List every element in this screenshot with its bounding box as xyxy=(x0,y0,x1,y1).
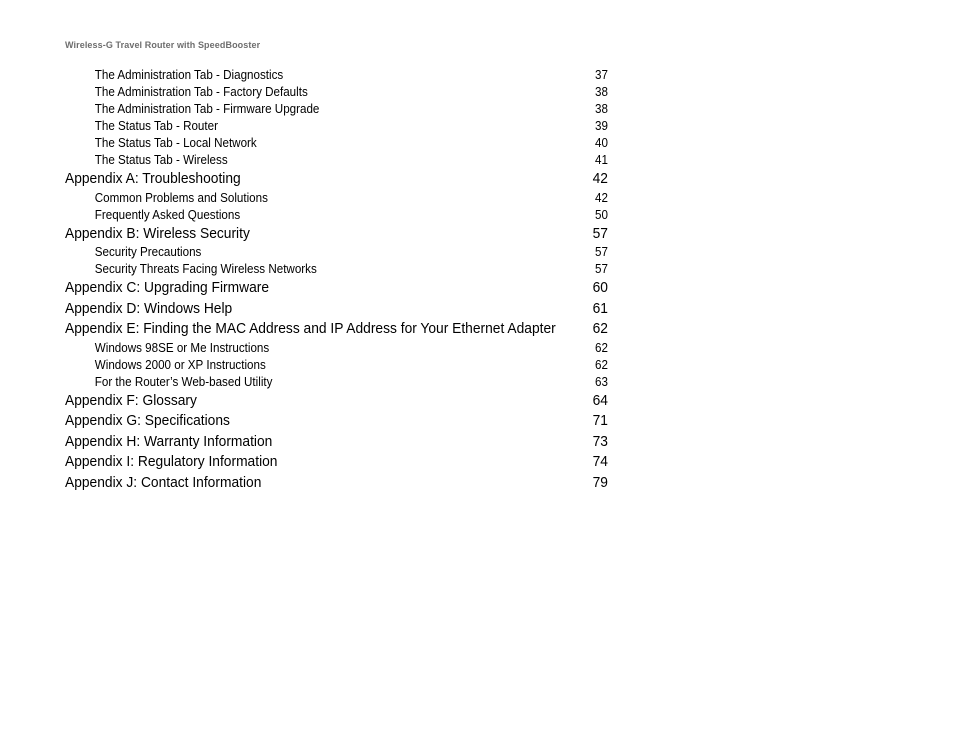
toc-entry[interactable] xyxy=(65,67,608,84)
toc-entry-page: 38 xyxy=(595,102,608,116)
toc-entry[interactable] xyxy=(65,261,608,278)
toc-entry-title: The Status Tab - Local Network xyxy=(94,136,257,150)
toc-chapter[interactable] xyxy=(65,473,608,494)
toc-entry-page: 38 xyxy=(595,85,608,99)
toc-entry-title: The Status Tab - Router xyxy=(94,119,218,133)
toc-entry-title: Windows 2000 or XP Instructions xyxy=(94,357,266,372)
table-of-contents xyxy=(65,67,608,493)
toc-entry-page: 62 xyxy=(595,357,608,372)
toc-entry[interactable] xyxy=(65,340,608,357)
toc-chapter[interactable] xyxy=(65,319,608,340)
toc-entry-title: Windows 98SE or Me Instructions xyxy=(94,340,270,355)
toc-chapter-page: 73 xyxy=(592,432,608,450)
toc-chapter-page: 74 xyxy=(592,453,608,470)
toc-entry-title: For the Router’s Web-based Utility xyxy=(94,374,273,389)
toc-entry[interactable] xyxy=(65,84,608,101)
toc-chapter-title: Appendix H: Warranty Information xyxy=(65,432,273,450)
toc-entry-page: 40 xyxy=(595,136,608,150)
toc-chapter-page: 71 xyxy=(592,412,608,429)
toc-entry[interactable] xyxy=(65,207,608,224)
toc-chapter-page: 42 xyxy=(592,170,608,187)
toc-chapter[interactable] xyxy=(65,224,608,245)
toc-chapter-page: 62 xyxy=(592,320,608,337)
toc-entry-title: Common Problems and Solutions xyxy=(94,190,268,205)
toc-chapter-title: Appendix E: Finding the MAC Address and IP Address for Your Ethernet Adapter xyxy=(65,320,556,337)
toc-chapter-page: 60 xyxy=(592,279,608,296)
toc-entry-title: The Administration Tab - Diagnostics xyxy=(94,68,284,82)
running-header: Wireless-G Travel Router with SpeedBooster xyxy=(65,40,261,50)
toc-chapter-page: 57 xyxy=(592,224,608,242)
toc-entry[interactable] xyxy=(65,118,608,135)
toc-entry-title: Security Precautions xyxy=(94,245,202,259)
toc-entry-page: 37 xyxy=(595,68,608,82)
toc-entry-page: 39 xyxy=(595,119,608,133)
toc-chapter[interactable] xyxy=(65,391,608,412)
toc-entry-page: 62 xyxy=(595,340,608,355)
toc-chapter-page: 64 xyxy=(592,391,608,409)
toc-entry-title: The Administration Tab - Firmware Upgrade xyxy=(94,102,320,116)
toc-chapter[interactable] xyxy=(65,432,608,453)
toc-entry-title: Frequently Asked Questions xyxy=(94,207,241,222)
toc-entry-page: 42 xyxy=(595,190,608,205)
toc-chapter-title: Appendix D: Windows Help xyxy=(65,299,233,317)
toc-chapter[interactable] xyxy=(65,411,608,432)
toc-chapter-title: Appendix J: Contact Information xyxy=(65,473,262,491)
toc-chapter[interactable] xyxy=(65,169,608,190)
toc-entry-page: 57 xyxy=(595,245,608,259)
toc-entry-title: Security Threats Facing Wireless Networks xyxy=(94,262,317,276)
toc-entry[interactable] xyxy=(65,135,608,152)
toc-chapter-title: Appendix F: Glossary xyxy=(65,391,197,409)
toc-entry[interactable] xyxy=(65,244,608,261)
toc-entry-page: 41 xyxy=(595,153,608,167)
toc-entry[interactable] xyxy=(65,374,608,391)
toc-chapter[interactable] xyxy=(65,278,608,299)
toc-entry-page: 50 xyxy=(595,207,608,222)
toc-entry[interactable] xyxy=(65,190,608,207)
toc-entry-title: The Status Tab - Wireless xyxy=(94,153,228,167)
toc-chapter-title: Appendix G: Specifications xyxy=(65,412,230,429)
toc-entry-page: 57 xyxy=(595,262,608,276)
toc-chapter[interactable] xyxy=(65,299,608,320)
toc-chapter-title: Appendix B: Wireless Security xyxy=(65,224,250,242)
toc-entry-title: The Administration Tab - Factory Defaults xyxy=(94,85,308,99)
toc-chapter[interactable] xyxy=(65,452,608,473)
toc-chapter-page: 61 xyxy=(592,299,608,317)
toc-chapter-title: Appendix C: Upgrading Firmware xyxy=(65,279,270,296)
toc-chapter-title: Appendix I: Regulatory Information xyxy=(65,453,278,470)
toc-entry[interactable] xyxy=(65,357,608,374)
toc-entry[interactable] xyxy=(65,152,608,169)
toc-entry-page: 63 xyxy=(595,374,608,389)
toc-chapter-page: 79 xyxy=(592,473,608,491)
toc-chapter-title: Appendix A: Troubleshooting xyxy=(65,170,241,187)
toc-entry[interactable] xyxy=(65,101,608,118)
